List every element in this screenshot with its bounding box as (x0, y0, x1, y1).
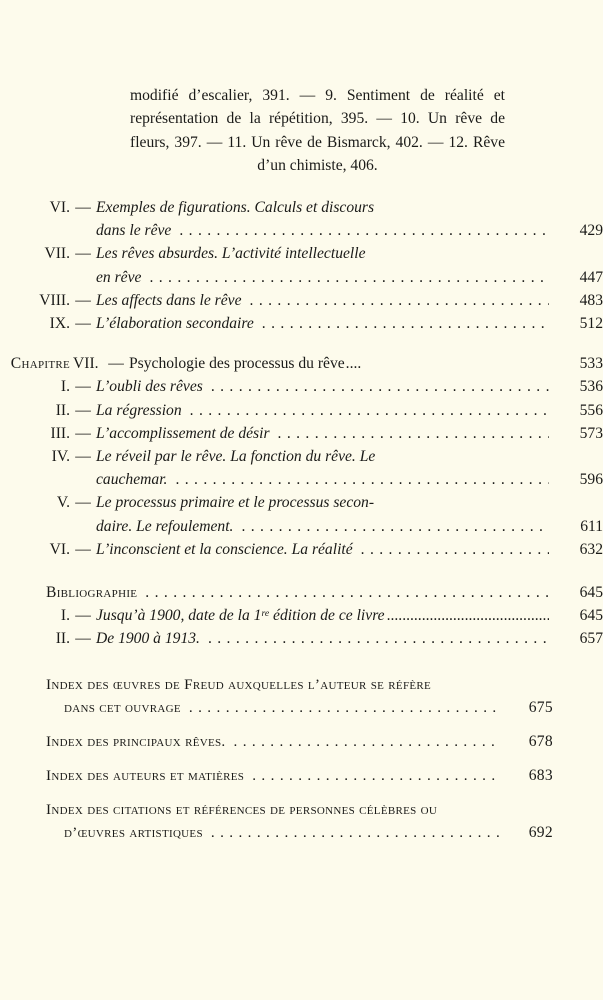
index-entry-body (46, 764, 499, 787)
entry-title-text: Les affects dans le rêve (96, 291, 242, 309)
index-entry-text: Index des œuvres de Freud auxquelles l’auteur se réfère (46, 675, 432, 693)
entry-title (96, 399, 549, 422)
index-entry[interactable] (46, 798, 553, 821)
entry-page-number[interactable]: 512 (579, 315, 603, 333)
entry-leader-row (96, 468, 549, 491)
entry-dash: — (75, 607, 91, 625)
index-leader-row (46, 764, 499, 787)
entry-title-text: Le réveil par le rêve. La fonction du rêve. Le (96, 448, 376, 466)
entry-title-text: Le processus primaire et le processus secon- (96, 494, 375, 512)
entry-title (96, 289, 549, 312)
entry-numeral: VI. (49, 199, 70, 216)
entry-page-number[interactable]: 573 (579, 424, 603, 442)
toc-entry[interactable] (0, 312, 603, 335)
entry-title-prefix: Jusqu’à 1900, date de la 1 (96, 607, 262, 625)
dot-leader (353, 538, 549, 561)
toc-entry[interactable] (0, 422, 603, 445)
entry-title (96, 375, 549, 398)
toc-entry[interactable] (0, 289, 603, 312)
entry-page-number[interactable]: 429 (579, 222, 603, 240)
entry-page-number[interactable]: 632 (579, 540, 603, 558)
index-page-number[interactable]: 675 (528, 698, 553, 716)
index-entry-text: Index des citations et références de personnes célèbres ou (46, 800, 438, 818)
chapter-numeral: VII. (73, 355, 99, 373)
index-page-number[interactable]: 692 (528, 823, 553, 841)
entry-numeral: I. (60, 378, 70, 396)
dot-leader (137, 581, 549, 604)
entry-leader-row (96, 422, 549, 445)
index-entry-continuation[interactable] (46, 696, 553, 719)
index-entry-continuation[interactable] (46, 821, 553, 844)
entry-title-line1 (96, 196, 549, 219)
chapter-dash: — (108, 355, 124, 373)
entry-title-line1 (96, 242, 549, 265)
index-entry-line1 (46, 798, 499, 821)
entry-numeral: V. (56, 494, 70, 512)
entry-dash: — (75, 245, 91, 263)
index-entry-line1 (46, 673, 499, 696)
dot-leader (226, 730, 499, 753)
entry-dash: — (75, 315, 91, 333)
dot-leader (203, 821, 499, 844)
entry-page-number[interactable]: 596 (579, 471, 603, 489)
entry-numeral: VII. (44, 245, 70, 263)
toc-entry[interactable] (0, 604, 603, 627)
entry-title-line2 (96, 266, 549, 289)
dot-leader (345, 352, 549, 375)
dot-leader (200, 627, 549, 650)
entry-dash: — (75, 378, 91, 396)
index-leader-row (64, 821, 499, 844)
index-entry-text: Index des auteurs et matières (46, 766, 245, 784)
chapter-heading-seven[interactable] (0, 352, 603, 375)
chapter-title (129, 352, 549, 375)
entry-leader-row (96, 219, 549, 242)
entry-title-line2 (96, 515, 549, 538)
index-entry-text: d’œuvres artistiques (64, 823, 203, 841)
toc-entry[interactable] (0, 196, 603, 219)
entry-leader-row (96, 312, 549, 335)
index-spacer (46, 719, 603, 730)
biblio-title-text: Bibliographie (46, 584, 138, 602)
index-entry-line2 (46, 696, 499, 719)
entry-page-number[interactable]: 483 (579, 291, 603, 309)
entry-title-text: Exemples de figurations. Calculs et discours (96, 199, 375, 216)
dot-leader (385, 604, 549, 627)
entry-title-text: cauchemar. (96, 471, 168, 489)
entry-dash: — (75, 494, 91, 512)
entry-title-text: L’oubli des rêves (96, 378, 203, 396)
chapter-title-text: Psychologie des processus du rêve (129, 355, 345, 373)
entry-dash: — (75, 199, 91, 216)
index-entry[interactable] (46, 764, 553, 787)
index-spacer (46, 753, 603, 764)
entry-title-text (96, 604, 385, 627)
entry-page-number[interactable]: 556 (579, 401, 603, 419)
entry-title-line2 (96, 468, 549, 491)
dot-leader (171, 219, 549, 242)
entry-leader-row (96, 266, 549, 289)
entry-dash: — (75, 630, 91, 648)
toc-entry-continuation[interactable] (0, 468, 603, 491)
entry-title (96, 538, 549, 561)
index-page-number[interactable]: 683 (528, 766, 553, 784)
biblio-title (46, 581, 549, 604)
entry-leader-row (96, 515, 549, 538)
entry-title (96, 604, 549, 627)
entry-title-text: L’accomplissement de désir (96, 424, 270, 442)
entry-title-text: La régression (96, 401, 182, 419)
entry-title-text: L’inconscient et la conscience. La réalité (96, 540, 353, 558)
dot-leader (167, 468, 549, 491)
toc-entry[interactable] (0, 375, 603, 398)
entry-dash: — (75, 291, 91, 309)
toc-entry-continuation[interactable] (0, 266, 603, 289)
entry-title-line2 (96, 219, 549, 242)
entry-dash: — (75, 424, 91, 442)
entry-title-superscript: re (261, 608, 270, 620)
chapter-label: Chapitre (10, 355, 70, 373)
entry-title (96, 312, 549, 335)
dot-leader (203, 375, 549, 398)
entry-leader-row (96, 604, 549, 627)
toc-entry[interactable] (0, 445, 603, 468)
entry-leader-row (96, 375, 549, 398)
entry-numeral: III. (50, 424, 70, 442)
entry-title-text: daire. Le refoulement. (96, 517, 234, 535)
entry-leader-row (96, 627, 549, 650)
entry-numeral: IX. (49, 315, 70, 333)
chapter-leader-row (129, 352, 549, 375)
index-entry[interactable] (46, 673, 553, 696)
entry-numeral: I. (60, 607, 70, 625)
entry-numeral: VIII. (39, 291, 70, 309)
chapter-page-number[interactable]: 533 (579, 355, 603, 373)
entry-title-line1 (96, 491, 549, 514)
entry-title-text: L’élaboration secondaire (96, 315, 254, 333)
index-spacer (46, 787, 603, 798)
entry-title (96, 422, 549, 445)
dot-leader (182, 399, 549, 422)
toc-entry[interactable] (0, 491, 603, 514)
entry-leader-row (96, 289, 549, 312)
entry-leader-row (96, 399, 549, 422)
index-entry-text: dans cet ouvrage (64, 698, 181, 716)
dot-leader (242, 289, 549, 312)
dot-leader (181, 696, 499, 719)
dot-leader (141, 266, 549, 289)
toc-entry[interactable] (0, 242, 603, 265)
dot-leader (270, 422, 549, 445)
dot-leader (244, 764, 499, 787)
toc-entry[interactable] (0, 399, 603, 422)
index-page-number[interactable]: 678 (528, 732, 553, 750)
toc-entry[interactable] (0, 538, 603, 561)
subentry-paragraph: modifié d’escalier, 391. — 9. Sentiment de réalité et représentation de la répétition, 395. — 10. Un rêve de fleurs, 397. — 11. Un rêve de Bismarck, 402. — 12. Rêve d’un chimiste, 406. (130, 87, 505, 175)
entry-dash: — (75, 401, 91, 419)
biblio-leader-row (46, 581, 549, 604)
entry-page-number[interactable]: 447 (579, 268, 603, 286)
entry-numeral: II. (55, 630, 70, 648)
entry-title-text: en rêve (96, 268, 142, 286)
entry-page-number[interactable]: 657 (579, 630, 603, 648)
entry-title-text: Les rêves absurdes. L’activité intellectuelle (96, 245, 366, 263)
entry-title-suffix: édition de ce livre (269, 607, 385, 625)
entry-dash: — (75, 540, 91, 558)
entry-title-text: De 1900 à 1913. (96, 630, 200, 648)
dot-leader (254, 312, 549, 335)
toc-entry-continuation[interactable] (0, 515, 603, 538)
index-entry-body (46, 730, 499, 753)
index-section (0, 673, 603, 844)
entry-dash: — (75, 448, 91, 466)
dot-leader (233, 515, 549, 538)
entry-page-number[interactable]: 645 (579, 607, 603, 625)
bibliography-heading[interactable] (0, 581, 603, 604)
entry-numeral: II. (55, 401, 70, 419)
entry-leader-row (96, 538, 549, 561)
index-entry-text: Index des principaux rêves. (46, 732, 226, 750)
index-leader-row (64, 696, 499, 719)
toc-entry-continuation[interactable] (0, 219, 603, 242)
entry-page-number[interactable]: 611 (580, 517, 603, 535)
chapter-six-entry-group (0, 196, 603, 335)
index-entry-line2 (46, 821, 499, 844)
entry-title-text: dans le rêve (96, 222, 172, 240)
entry-page-number[interactable]: 536 (579, 378, 603, 396)
entry-numeral: VI. (49, 540, 70, 558)
index-leader-row (46, 730, 499, 753)
entry-title-line1 (96, 445, 549, 468)
toc-entry[interactable] (0, 627, 603, 650)
table-of-contents (0, 196, 603, 844)
entry-title (96, 627, 549, 650)
biblio-page-number[interactable]: 645 (579, 584, 603, 602)
entry-numeral: IV. (51, 448, 70, 466)
chapter-seven-entry-group (0, 375, 603, 561)
index-entry[interactable] (46, 730, 553, 753)
